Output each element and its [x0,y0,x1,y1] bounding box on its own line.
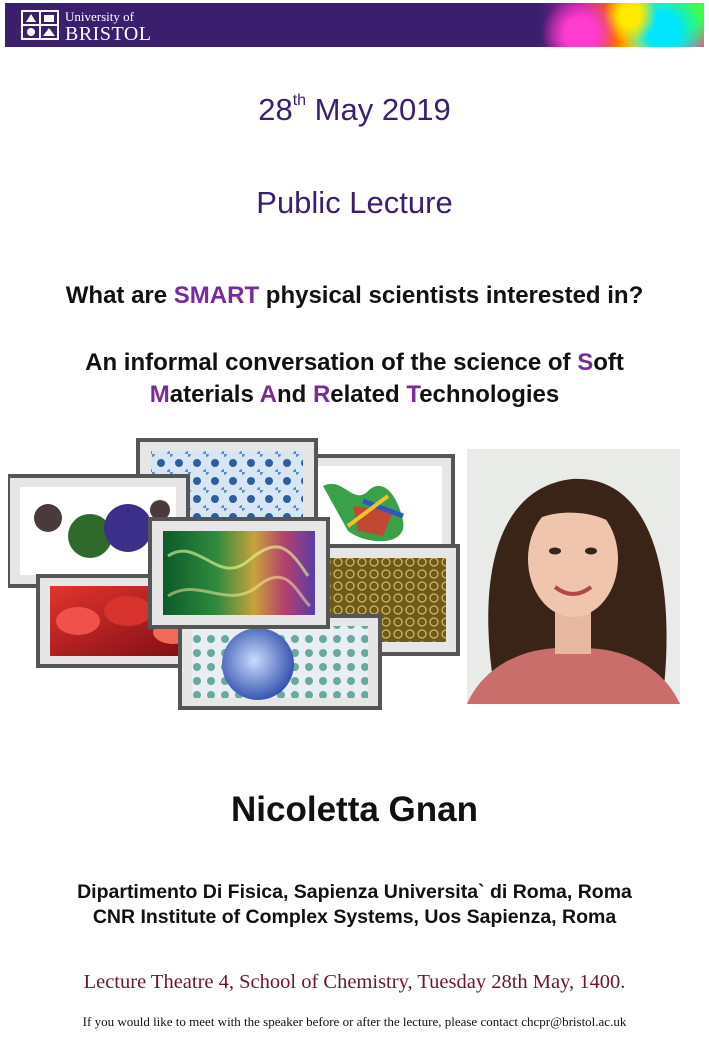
soft-matter-collage [8,436,460,712]
event-type: Public Lecture [256,185,453,220]
venue-details: Lecture Theatre 4, School of Chemistry, Tuesday 28th May, 1400. [83,971,626,993]
event-date [0,92,709,128]
university-crest-icon [21,10,59,40]
speaker-photo [467,449,680,704]
subtitle-text-2: oft [593,349,624,376]
date-suffix: th [292,92,307,109]
acronym-letter-s: S [577,349,594,376]
lecture-subtitle [0,347,709,412]
affiliation-1: Dipartimento Di Fisica, Sapienza Universita` di Roma, Roma [77,881,632,903]
affiliation-2: CNR Institute of Complex Systems, Uos Sapienza, Roma [92,906,617,929]
speaker-affiliations [0,880,709,931]
acronym-letter-t: T [406,381,420,409]
subtitle-word-related: elated [330,381,407,409]
subtitle-line-1 [0,347,709,379]
subtitle-word-technologies: echnologies [419,381,560,409]
question-part-1: What are [65,282,174,309]
subtitle-word-and: nd [276,381,313,409]
banner-artwork [539,3,704,47]
date-month-year: May 2019 [306,92,451,127]
contact-note: If you would like to meet with the speaker before or after the lecture, please contact chcpr@bristol.ac.uk [82,1014,627,1029]
lecture-question [0,282,709,310]
question-part-2: physical scientists interested in? [259,282,644,309]
subtitle-line-2 [0,379,709,411]
subtitle-word-materials: aterials [169,381,260,409]
question-highlight: SMART [173,282,260,309]
frame-colloid-sphere [180,616,380,708]
date-day: 28 [258,92,293,127]
acronym-letter-r: R [312,381,331,409]
university-banner [5,3,704,47]
speaker-name: Nicoletta Gnan [231,790,478,829]
university-wordmark [65,10,151,44]
subtitle-text-1: An informal conversation of the science of [85,349,578,376]
acronym-letter-m: M [149,381,170,409]
acronym-letter-a: A [259,381,277,409]
frame-liquid-crystal [150,519,328,627]
university-line-1: University of [65,9,134,24]
university-line-2: BRISTOL [65,23,152,45]
